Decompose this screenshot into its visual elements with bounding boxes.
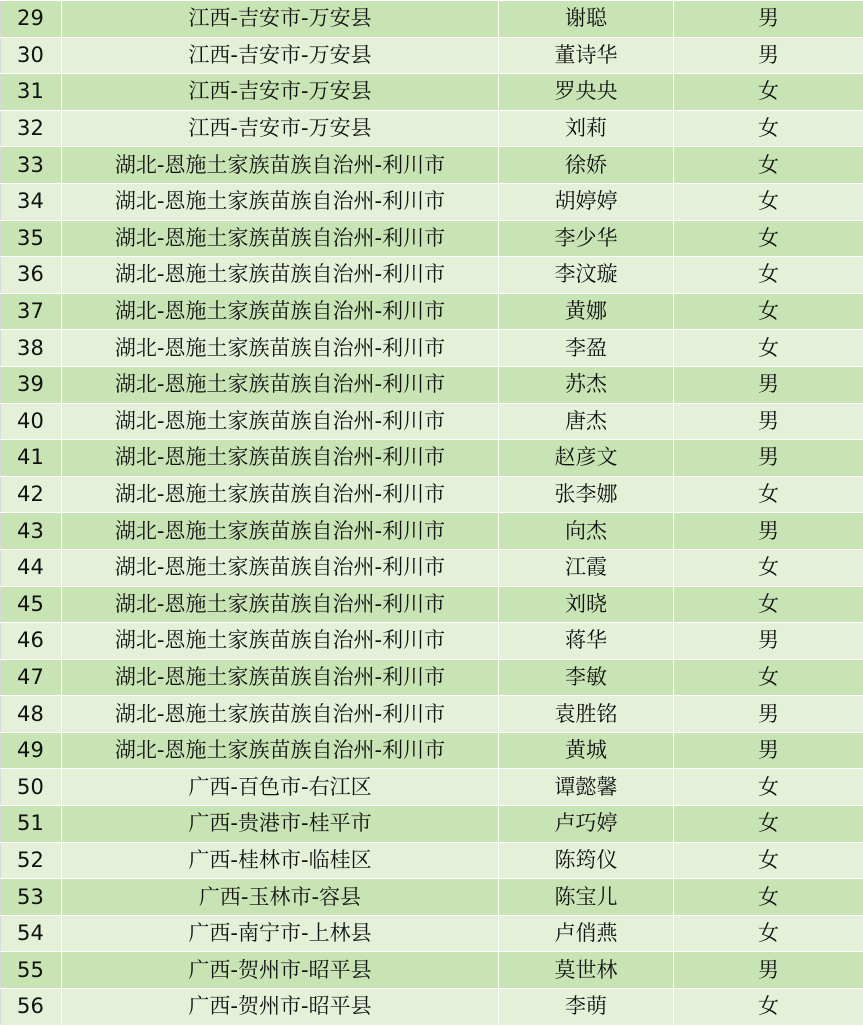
cell-gender[interactable]: 男 xyxy=(674,403,863,440)
cell-name[interactable]: 苏杰 xyxy=(499,366,674,403)
cell-name[interactable]: 卢俏燕 xyxy=(499,915,674,952)
cell-row-number[interactable]: 54 xyxy=(1,915,62,952)
table-row xyxy=(1,1,863,38)
cell-gender[interactable]: 女 xyxy=(674,257,863,294)
cell-gender[interactable]: 女 xyxy=(674,879,863,916)
cell-row-number[interactable]: 38 xyxy=(1,330,62,367)
cell-gender[interactable]: 女 xyxy=(674,110,863,147)
cell-gender[interactable]: 女 xyxy=(674,989,863,1026)
cell-name[interactable]: 陈宝儿 xyxy=(499,879,674,916)
cell-name[interactable]: 唐杰 xyxy=(499,403,674,440)
cell-region[interactable]: 湖北-恩施土家族苗族自治州-利川市 xyxy=(62,366,499,403)
cell-name[interactable]: 李少华 xyxy=(499,220,674,257)
roster-table-body xyxy=(1,1,863,1026)
cell-name[interactable]: 李萌 xyxy=(499,989,674,1026)
cell-region[interactable]: 湖北-恩施土家族苗族自治州-利川市 xyxy=(62,183,499,220)
cell-gender[interactable]: 男 xyxy=(674,513,863,550)
cell-region[interactable]: 湖北-恩施土家族苗族自治州-利川市 xyxy=(62,330,499,367)
table-row xyxy=(1,37,863,74)
table-row xyxy=(1,952,863,989)
cell-name[interactable]: 李敏 xyxy=(499,659,674,696)
cell-region[interactable]: 湖北-恩施土家族苗族自治州-利川市 xyxy=(62,147,499,184)
cell-name[interactable]: 赵彦文 xyxy=(499,440,674,477)
cell-gender[interactable]: 女 xyxy=(674,293,863,330)
table-row xyxy=(1,842,863,879)
cell-name[interactable]: 黄城 xyxy=(499,732,674,769)
cell-gender[interactable]: 男 xyxy=(674,1,863,38)
cell-row-number[interactable]: 48 xyxy=(1,696,62,733)
cell-row-number[interactable]: 43 xyxy=(1,513,62,550)
cell-region[interactable]: 湖北-恩施土家族苗族自治州-利川市 xyxy=(62,732,499,769)
cell-region[interactable]: 湖北-恩施土家族苗族自治州-利川市 xyxy=(62,220,499,257)
cell-region[interactable]: 湖北-恩施土家族苗族自治州-利川市 xyxy=(62,623,499,660)
cell-row-number[interactable]: 49 xyxy=(1,732,62,769)
cell-row-number[interactable]: 35 xyxy=(1,220,62,257)
cell-name[interactable]: 董诗华 xyxy=(499,37,674,74)
cell-gender[interactable]: 男 xyxy=(674,366,863,403)
cell-gender[interactable]: 女 xyxy=(674,74,863,111)
table-row xyxy=(1,586,863,623)
cell-name[interactable]: 蒋华 xyxy=(499,623,674,660)
cell-row-number[interactable]: 56 xyxy=(1,989,62,1026)
table-row xyxy=(1,732,863,769)
cell-region[interactable]: 广西-百色市-右江区 xyxy=(62,769,499,806)
cell-gender[interactable]: 男 xyxy=(674,952,863,989)
cell-gender[interactable]: 女 xyxy=(674,915,863,952)
cell-row-number[interactable]: 55 xyxy=(1,952,62,989)
table-row xyxy=(1,476,863,513)
cell-region[interactable]: 广西-贺州市-昭平县 xyxy=(62,952,499,989)
cell-row-number[interactable]: 51 xyxy=(1,806,62,843)
cell-region[interactable]: 广西-桂林市-临桂区 xyxy=(62,842,499,879)
cell-gender[interactable]: 女 xyxy=(674,806,863,843)
cell-region[interactable]: 湖北-恩施土家族苗族自治州-利川市 xyxy=(62,513,499,550)
cell-gender[interactable]: 女 xyxy=(674,147,863,184)
table-row xyxy=(1,769,863,806)
table-row xyxy=(1,440,863,477)
cell-row-number[interactable]: 32 xyxy=(1,110,62,147)
cell-region[interactable]: 江西-吉安市-万安县 xyxy=(62,1,499,38)
cell-gender[interactable]: 女 xyxy=(674,330,863,367)
cell-gender[interactable]: 女 xyxy=(674,659,863,696)
cell-name[interactable]: 李盈 xyxy=(499,330,674,367)
cell-name[interactable]: 谭懿馨 xyxy=(499,769,674,806)
cell-name[interactable]: 胡婷婷 xyxy=(499,183,674,220)
cell-row-number[interactable]: 30 xyxy=(1,37,62,74)
cell-gender[interactable]: 女 xyxy=(674,549,863,586)
cell-row-number[interactable]: 42 xyxy=(1,476,62,513)
cell-name[interactable]: 徐娇 xyxy=(499,147,674,184)
cell-region[interactable]: 广西-贺州市-昭平县 xyxy=(62,989,499,1026)
cell-row-number[interactable]: 31 xyxy=(1,74,62,111)
cell-name[interactable]: 黄娜 xyxy=(499,293,674,330)
cell-region[interactable]: 江西-吉安市-万安县 xyxy=(62,110,499,147)
cell-region[interactable]: 广西-南宁市-上林县 xyxy=(62,915,499,952)
cell-region[interactable]: 湖北-恩施土家族苗族自治州-利川市 xyxy=(62,476,499,513)
cell-region[interactable]: 江西-吉安市-万安县 xyxy=(62,74,499,111)
table-row xyxy=(1,147,863,184)
cell-gender[interactable]: 男 xyxy=(674,623,863,660)
cell-region[interactable]: 湖北-恩施土家族苗族自治州-利川市 xyxy=(62,586,499,623)
table-row xyxy=(1,696,863,733)
cell-name[interactable]: 李汶璇 xyxy=(499,257,674,294)
table-row xyxy=(1,623,863,660)
cell-name[interactable]: 刘晓 xyxy=(499,586,674,623)
table-row xyxy=(1,549,863,586)
cell-region[interactable]: 江西-吉安市-万安县 xyxy=(62,37,499,74)
table-row xyxy=(1,110,863,147)
cell-gender[interactable]: 女 xyxy=(674,842,863,879)
cell-row-number[interactable]: 34 xyxy=(1,183,62,220)
cell-row-number[interactable]: 52 xyxy=(1,842,62,879)
cell-gender[interactable]: 男 xyxy=(674,37,863,74)
cell-row-number[interactable]: 50 xyxy=(1,769,62,806)
cell-region[interactable]: 湖北-恩施土家族苗族自治州-利川市 xyxy=(62,293,499,330)
cell-row-number[interactable]: 44 xyxy=(1,549,62,586)
table-row xyxy=(1,989,863,1026)
table-row xyxy=(1,806,863,843)
table-row xyxy=(1,293,863,330)
cell-name[interactable]: 陈筠仪 xyxy=(499,842,674,879)
table-row xyxy=(1,915,863,952)
cell-region[interactable]: 湖北-恩施土家族苗族自治州-利川市 xyxy=(62,257,499,294)
cell-name[interactable]: 罗央央 xyxy=(499,74,674,111)
table-row xyxy=(1,220,863,257)
table-row xyxy=(1,366,863,403)
cell-gender[interactable]: 男 xyxy=(674,440,863,477)
cell-name[interactable]: 袁胜铭 xyxy=(499,696,674,733)
table-row xyxy=(1,513,863,550)
cell-name[interactable]: 江霞 xyxy=(499,549,674,586)
cell-row-number[interactable]: 47 xyxy=(1,659,62,696)
cell-name[interactable]: 张李娜 xyxy=(499,476,674,513)
cell-gender[interactable]: 女 xyxy=(674,476,863,513)
table-row xyxy=(1,330,863,367)
cell-gender[interactable]: 男 xyxy=(674,696,863,733)
table-row xyxy=(1,74,863,111)
cell-row-number[interactable]: 45 xyxy=(1,586,62,623)
cell-gender[interactable]: 女 xyxy=(674,220,863,257)
cell-name[interactable]: 莫世林 xyxy=(499,952,674,989)
cell-row-number[interactable]: 41 xyxy=(1,440,62,477)
table-row xyxy=(1,879,863,916)
cell-region[interactable]: 广西-贵港市-桂平市 xyxy=(62,806,499,843)
cell-gender[interactable]: 女 xyxy=(674,769,863,806)
cell-row-number[interactable]: 29 xyxy=(1,1,62,38)
cell-row-number[interactable]: 36 xyxy=(1,257,62,294)
cell-row-number[interactable]: 53 xyxy=(1,879,62,916)
cell-row-number[interactable]: 37 xyxy=(1,293,62,330)
cell-row-number[interactable]: 39 xyxy=(1,366,62,403)
cell-region[interactable]: 湖北-恩施土家族苗族自治州-利川市 xyxy=(62,696,499,733)
table-row xyxy=(1,659,863,696)
cell-gender[interactable]: 男 xyxy=(674,732,863,769)
cell-region[interactable]: 湖北-恩施土家族苗族自治州-利川市 xyxy=(62,659,499,696)
cell-name[interactable]: 卢巧婷 xyxy=(499,806,674,843)
cell-row-number[interactable]: 40 xyxy=(1,403,62,440)
cell-region[interactable]: 湖北-恩施土家族苗族自治州-利川市 xyxy=(62,440,499,477)
table-row xyxy=(1,403,863,440)
cell-region[interactable]: 湖北-恩施土家族苗族自治州-利川市 xyxy=(62,549,499,586)
cell-gender[interactable]: 女 xyxy=(674,586,863,623)
cell-row-number[interactable]: 46 xyxy=(1,623,62,660)
cell-row-number[interactable]: 33 xyxy=(1,147,62,184)
cell-name[interactable]: 刘莉 xyxy=(499,110,674,147)
cell-gender[interactable]: 女 xyxy=(674,183,863,220)
cell-region[interactable]: 湖北-恩施土家族苗族自治州-利川市 xyxy=(62,403,499,440)
table-row xyxy=(1,183,863,220)
table-row xyxy=(1,257,863,294)
cell-region[interactable]: 广西-玉林市-容县 xyxy=(62,879,499,916)
cell-name[interactable]: 谢聪 xyxy=(499,1,674,38)
cell-name[interactable]: 向杰 xyxy=(499,513,674,550)
